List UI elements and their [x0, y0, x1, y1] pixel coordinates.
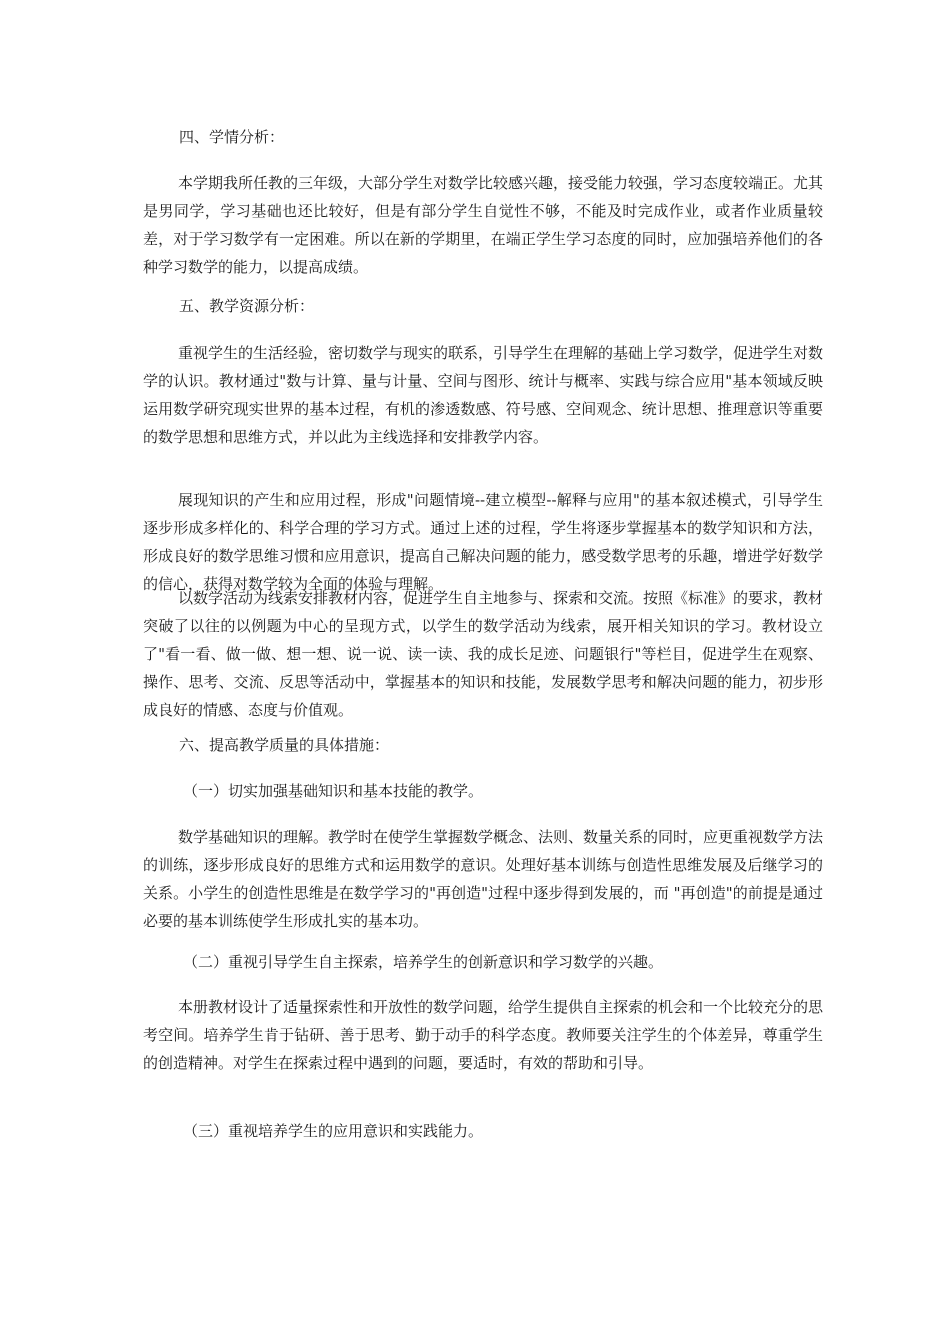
section-heading-5: 五、教学资源分析： — [179, 297, 315, 315]
paragraph-basics: 数学基础知识的理解。教学时在使学生掌握数学概念、法则、数量关系的同时，应更重视数学方法的训练，逐步形成良好的思维方式和运用数学的意识。处理好基本训练与创造性思维发展及后继学习的关系。小学生的创造性思维是在数学学习的"再创造"过程中逐步得到发展的，而 "再创造"的前提是通过必要的基本训练使学生形成扎实的基本功。 — [143, 828, 824, 930]
paragraph-resource-3: 以数学活动为线索安排教材内容，促进学生自主地参与、探索和交流。按照《标准》的要求，教材突破了以往的以例题为中心的呈现方式，以学生的数学活动为线索，展开相关知识的学习。教材设立了"看一看、做一做、想一想、说一说、读一读、我的成长足迹、问题银行"等栏目，促进学生在观察、操作、思考、交流、反思等活动中，掌握基本的知识和技能，发展数学思考和解决问题的能力，初步形成良好的情感、态度与价值观。 — [143, 589, 824, 719]
paragraph-exploration: 本册教材设计了适量探索性和开放性的数学问题，给学生提供自主探索的机会和一个比较充分的思考空间。培养学生肯于钻研、善于思考、勤于动手的科学态度。教师要关注学生的个体差异，尊重学生的创造精神。对学生在探索过程中遇到的问题，要适时，有效的帮助和引导。 — [143, 998, 824, 1072]
paragraph-resource-1: 重视学生的生活经验，密切数学与现实的联系，引导学生在理解的基础上学习数学，促进学生对数学的认识。教材通过"数与计算、量与计量、空间与图形、统计与概率、实践与综合应用"基本领域反映运用数学研究现实世界的基本过程，有机的渗透数感、符号感、空间观念、统计思想、推理意识等重要的数学思想和思维方式，并以此为主线选择和安排教学内容。 — [143, 344, 824, 446]
subsection-heading-2: （二）重视引导学生自主探索，培养学生的创新意识和学习数学的兴趣。 — [183, 953, 664, 971]
paragraph-resource-2: 展现知识的产生和应用过程，形成"问题情境--建立模型--解释与应用"的基本叙述模式，引导学生逐步形成多样化的、科学合理的学习方式。通过上述的过程，学生将逐步掌握基本的数学知识和方法，形成良好的数学思维习惯和应用意识，提高自己解决问题的能力，感受数学思考的乐趣，增进学好数学的信心，获得对数学较为全面的体验与理解。 — [143, 491, 823, 593]
paragraph-learning-analysis: 本学期我所任教的三年级，大部分学生对数学比较感兴趣，接受能力较强，学习态度较端正。尤其是男同学，学习基础也还比较好，但是有部分学生自觉性不够，不能及时完成作业，或者作业质量较差，对于学习数学有一定困难。所以在新的学期里，在端正学生学习态度的同时，应加强培养他们的各种学习数学的能力，以提高成绩。 — [143, 174, 824, 276]
subsection-heading-1: （一）切实加强基础知识和基本技能的教学。 — [183, 782, 484, 800]
section-heading-6: 六、提高教学质量的具体措施： — [179, 736, 390, 754]
section-heading-4: 四、学情分析： — [179, 128, 285, 146]
subsection-heading-3: （三）重视培养学生的应用意识和实践能力。 — [183, 1122, 484, 1140]
